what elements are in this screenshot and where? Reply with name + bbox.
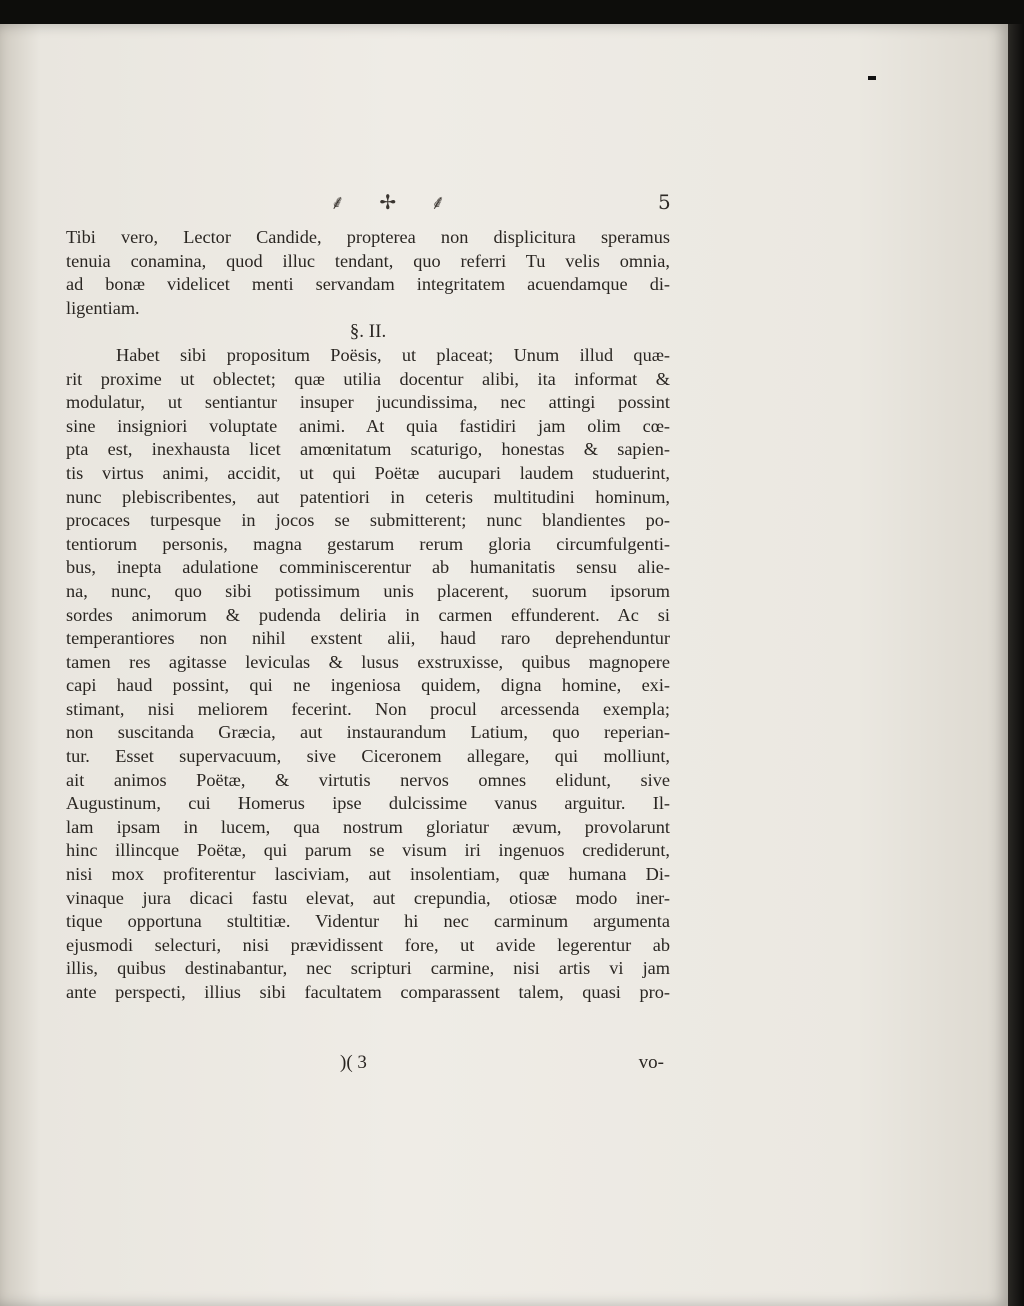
text-line: bus, inepta adulatione comminiscerentur ab humanitatis sensu alie- [66, 557, 670, 578]
text-line: ligentiam. [66, 297, 140, 318]
text-line: tique opportuna stultitiæ. Videntur hi nec carminum argumenta [66, 911, 670, 932]
text-line: tur. Esset supervacuum, sive Ciceronem allegare, qui molliunt, [66, 746, 670, 767]
text-line: pta est, inexhausta licet amœnitatum scaturigo, honestas & sapien- [66, 439, 670, 460]
page-footer [66, 1052, 670, 1078]
paragraph-1 [66, 226, 670, 320]
text-line: nisi mox profiterentur lasciviam, aut insolentiam, quæ humana Di- [66, 864, 670, 885]
text-line: rit proxime ut oblectet; quæ utilia docentur alibi, ita informat & [66, 368, 670, 389]
text-line: capi haud possint, qui ne ingeniosa quidem, digna homine, exi- [66, 675, 670, 696]
text-line: hinc illincque Poëtæ, qui parum se visum iri ingenuos crediderunt, [66, 840, 670, 861]
text-line: Tibi vero, Lector Candide, propterea non displicitura speramus [66, 227, 670, 247]
text-line: ad bonæ videlicet menti servandam integritatem acuendamque di- [66, 274, 670, 295]
text-line: nunc plebiscribentes, aut patentiori in ceteris multitudini hominum, [66, 486, 670, 507]
page-edge-mark [868, 76, 876, 80]
text-line: ait animos Poëtæ, & virtutis nervos omnes elidunt, sive [66, 769, 670, 790]
book-gutter-edge [1008, 24, 1024, 1306]
text-line: na, nunc, quo sibi potissimum unis placerent, suorum ipsorum [66, 580, 670, 601]
text-line: temperantiores non nihil exstent alii, haud raro deprehenduntur [66, 628, 670, 649]
text-line: tamen res agitasse leviculas & lusus exstruxisse, quibus magnopere [66, 651, 670, 672]
text-line: non suscitanda Græcia, aut instaurandum Latium, quo reperian- [66, 722, 670, 743]
text-line: Habet sibi propositum Poësis, ut placeat; Unum illud quæ- [116, 344, 670, 365]
text-line: tentiorum personis, magna gestarum rerum gloria circumfulgenti- [66, 533, 670, 554]
text-line: Augustinum, cui Homerus ipse dulcissime vanus arguitur. Il- [66, 793, 670, 814]
signature-mark: )( 3 [340, 1052, 367, 1073]
text-line: sordes animorum & pudenda deliria in carmen effunderent. Ac si [66, 604, 670, 625]
text-line: stimant, nisi meliorem fecerint. Non procul arcessenda exempla; [66, 698, 670, 719]
text-line: ante perspecti, illius sibi facultatem comparassent talem, quasi pro- [66, 982, 670, 1002]
text-line: illis, quibus destinabantur, nec scripturi carmine, nisi artis vi jam [66, 958, 670, 979]
text-line: ejusmodi selecturi, nisi prævidissent fore, ut avide legerentur ab [66, 934, 670, 955]
section-heading: §. II. [349, 321, 387, 343]
header-ornament: ⸙ ✢ ⸙ [330, 190, 460, 214]
text-line: procaces turpesque in jocos se submitterent; nunc blandientes po- [66, 510, 670, 531]
text-line: lam ipsam in lucem, qua nostrum gloriatur ævum, provolarunt [66, 816, 670, 837]
text-line: sine insigniori voluptate animi. At quia fastidiri jam olim cœ- [66, 415, 670, 436]
text-line: modulatur, ut sentiantur insuper jucundissima, nec attingi possint [66, 392, 670, 413]
page-number: 5 [658, 190, 671, 214]
main-text [66, 226, 670, 1005]
paragraph-2 [66, 344, 670, 1005]
text-line: vinaque jura dicaci fastu elevat, aut crepundia, otiosæ modo iner- [66, 887, 670, 908]
text-line: tis virtus animi, accidit, ut qui Poëtæ aucupari laudem studuerint, [66, 462, 670, 483]
text-line: tenuia conamina, quod illuc tendant, quo referri Tu velis omnia, [66, 250, 670, 271]
catchword: vo- [638, 1052, 664, 1073]
